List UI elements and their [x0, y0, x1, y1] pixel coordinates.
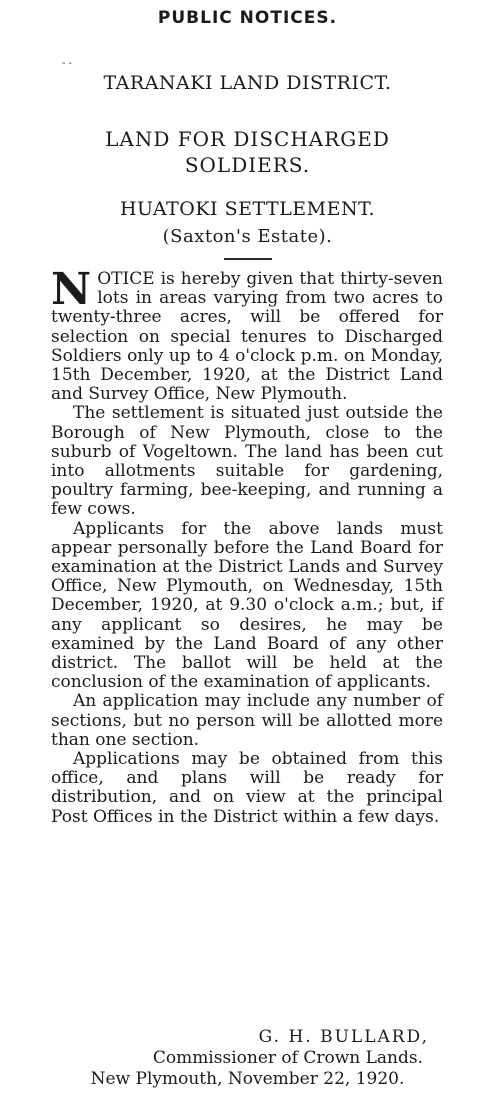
- paragraph-text: OTICE is hereby given that thirty-seven lots in areas varying from two acres to twenty-three acres, will be offered for selection on special tenures to Discharged Soldiers only up to 4 o'clock p.m. on Monday, 15th December, 1920, at the District Land and Survey Office, New Plymouth.: [51, 269, 443, 405]
- notice-title: LAND FOR DISCHARGED SOLDIERS.: [105, 127, 390, 177]
- signatory-name: G. H. BULLARD,: [258, 1027, 429, 1047]
- paragraph-application: An application may include any number of sections, but no person will be allotted more than one section.: [51, 691, 443, 750]
- notice-body: [51, 264, 443, 827]
- settlement-heading: HUATOKI SETTLEMENT.: [119, 198, 376, 220]
- drop-cap: N: [51, 264, 92, 315]
- estate-subheading: (Saxton's Estate).: [162, 226, 333, 247]
- paragraph-settlement: The settlement is situated just outside the Borough of New Plymouth, close to the suburb of Vogeltown. The land has been cut into allotments suitable for gardening, poultry farming, bee-keeping, and running a few cows.: [51, 403, 443, 520]
- ink-mark: - -: [62, 58, 72, 69]
- paragraph-notice: [51, 264, 443, 405]
- district-heading: TARANAKI LAND DISTRICT.: [103, 72, 392, 94]
- signatory-title: Commissioner of Crown Lands.: [152, 1048, 423, 1068]
- section-header: PUBLIC NOTICES.: [157, 8, 338, 28]
- divider: [224, 258, 272, 260]
- signature-block: [0, 1028, 495, 1089]
- place-date: New Plymouth, November 22, 1920.: [90, 1069, 405, 1089]
- paragraph-availability: Applications may be obtained from this office, and plans will be ready for distribution, and on view at the principal Post Offices in the District within a few days.: [51, 749, 443, 827]
- paragraph-applicants: Applicants for the above lands must appear personally before the Land Board for examination at the District Lands and Survey Office, New Plymouth, on Wednesday, 15th December, 1920, at 9.30 o'clock a.m.; but, if any applicant so desires, he may be examined by the Land Board of any other district. The ballot will be held at the conclusion of the examination of applicants.: [51, 518, 443, 693]
